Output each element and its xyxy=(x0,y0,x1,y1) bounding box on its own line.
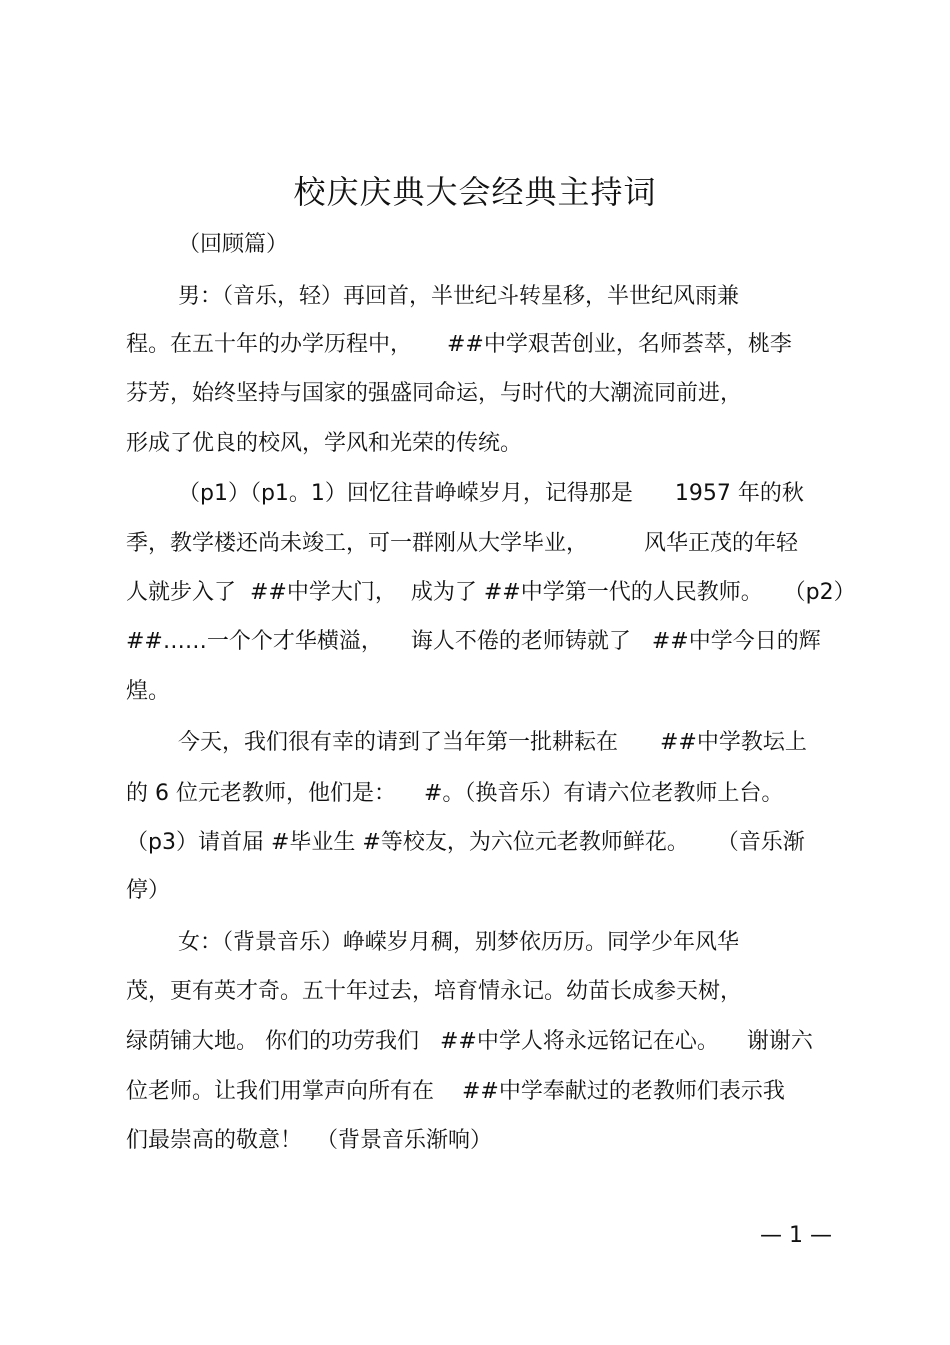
paragraph-line: 今天，我们很有幸的请到了当年第一批耕耘在 ##中学教坛上 xyxy=(178,730,807,755)
document-title: 校庆庆典大会经典主持词 xyxy=(293,173,657,211)
paragraph-line: 们最崇高的敬意！ （背景音乐渐响） xyxy=(126,1128,492,1153)
paragraph-line: 女：（背景音乐）峥嵘岁月稠，别梦依历历。同学少年风华 xyxy=(178,930,740,955)
paragraph-line: 季，教学楼还尚未竣工，可一群刚从大学毕业， 风华正茂的年轻 xyxy=(126,531,798,556)
paragraph-line: 绿荫铺大地。 你们的功劳我们 ##中学人将永远铭记在心。 谢谢六 xyxy=(126,1029,813,1054)
paragraph-line: （p3）请首届 #毕业生 #等校友，为六位元老教师鲜花。 （音乐渐 xyxy=(126,830,805,855)
paragraph-line: 人就步入了 ##中学大门， 成为了 ##中学第一代的人民教师。 （p2） xyxy=(126,580,856,605)
section-heading: （回顾篇） xyxy=(178,232,289,257)
paragraph-line: 形成了优良的校风，学风和光荣的传统。 xyxy=(126,431,523,456)
paragraph-line: 芬芳，始终坚持与国家的强盛同命运，与时代的大潮流同前进， xyxy=(126,381,743,406)
paragraph-line: 停） xyxy=(126,878,171,903)
paragraph-line: ##……一个个才华横溢， 诲人不倦的老师铸就了 ##中学今日的辉 xyxy=(126,629,821,654)
paragraph-line: 程。在五十年的办学历程中， ##中学艰苦创业，名师荟萃，桃李 xyxy=(126,332,792,357)
paragraph-line: 煌。 xyxy=(126,679,171,704)
page-number: — 1 — xyxy=(760,1223,832,1248)
paragraph-line: （p1）（p1。1）回忆往昔峥嵘岁月，记得那是 1957 年的秋 xyxy=(178,481,804,506)
paragraph-line: 茂，更有英才奇。五十年过去，培育情永记。幼苗长成参天树， xyxy=(126,979,743,1004)
paragraph-line: 位老师。让我们用掌声向所有在 ##中学奉献过的老教师们表示我 xyxy=(126,1079,785,1104)
paragraph-line: 男：（音乐，轻）再回首，半世纪斗转星移，半世纪风雨兼 xyxy=(178,284,740,309)
paragraph-line: 的 6 位元老教师，他们是： #。（换音乐）有请六位老教师上台。 xyxy=(126,781,784,806)
